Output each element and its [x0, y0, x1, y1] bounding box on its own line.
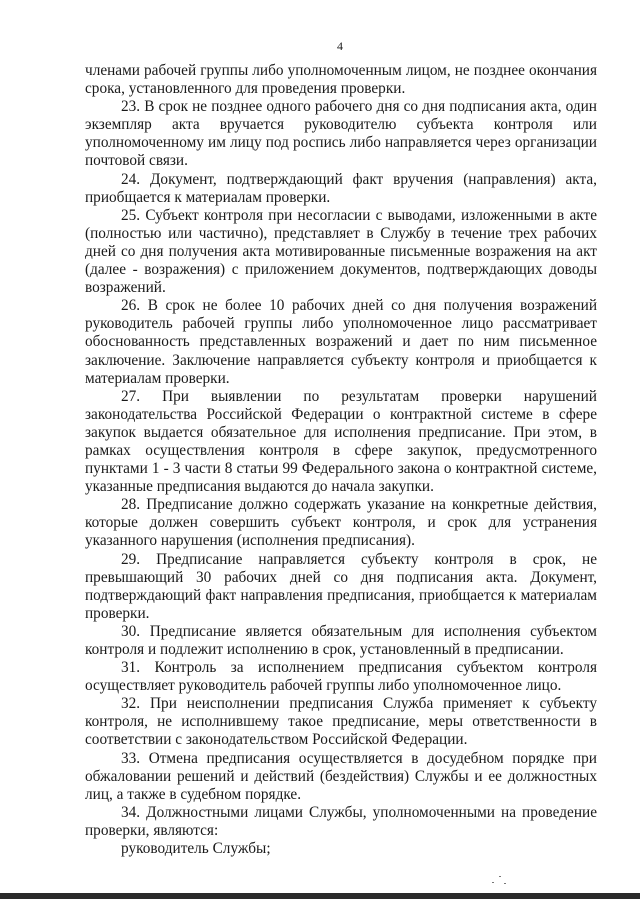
page-number: 4 [337, 39, 343, 53]
paragraph-27: 27. При выявлении по результатам проверки нарушений законодательства Российской Федерации о контрактной системе в сфере закупок выдается обязательное для исполнения предписание. При этом, в рамках осуществления контроля в сфере закупок, предусмотренного пунктами 1 - 3 части 8 статьи 99 Федерального закона о контрактной системе, указанные предписания выдаются до начала закупки. [85, 387, 597, 496]
paragraph-25: 25. Субъект контроля при несогласии с выводами, изложенными в акте (полностью или частично), представляет в Службу в течение трех рабочих дней со дня получения акта мотивированные письменные возражения на акт (далее - возражения) с приложением документов, подтверждающих доводы возражений. [85, 206, 597, 297]
paragraph-29: 29. Предписание направляется субъекту контроля в срок, не превышающий 30 рабочих дней со дня подписания акта. Документ, подтверждающий факт направления предписания, приобщается к материалам проверки. [85, 550, 597, 622]
scan-specks [490, 872, 510, 886]
paragraph-34: 34. Должностными лицами Службы, уполномоченными на проведение проверки, являются: [85, 803, 597, 839]
paragraph-26: 26. В срок не более 10 рабочих дней со дня получения возражений руководитель рабочей группы либо уполномоченное лицо рассматривает обоснованность представленных возражений и дает по ним письменное заключение. Заключение направляется субъекту контроля и приобщается к материалам проверки. [85, 297, 597, 387]
paragraph-28: 28. Предписание должно содержать указание на конкретные действия, которые должен совершить субъект контроля, и срок для устранения указанного нарушения (исполнения предписания). [85, 496, 597, 550]
paragraph-33: 33. Отмена предписания осуществляется в досудебном порядке при обжаловании решений и действий (бездействия) Службы и ее должностных лиц, а также в судебном порядке. [85, 749, 597, 803]
paragraph-31: 31. Контроль за исполнением предписания субъектом контроля осуществляет руководитель рабочей группы либо уполномоченное лицо. [85, 659, 597, 695]
paragraph-23: 23. В срок не позднее одного рабочего дня со дня подписания акта, один экземпляр акта вручается руководителю субъекта контроля или уполномоченному им лицу под роспись либо направляется через организации почтовой связи. [85, 98, 597, 170]
paragraph-30: 30. Предписание является обязательным для исполнения субъектом контроля и подлежит исполнению в срок, установленный в предписании. [85, 622, 597, 658]
body-text [85, 62, 597, 858]
paragraph-continuation: членами рабочей группы либо уполномоченным лицом, не позднее окончания срока, установленного для проведения проверки. [85, 62, 597, 98]
paragraph-32: 32. При неисполнении предписания Служба применяет к субъекту контроля, не исполнившему такое предписание, меры ответственности в соответствии с законодательством Российской Федерации. [85, 695, 597, 749]
paragraph-24: 24. Документ, подтверждающий факт вручения (направления) акта, приобщается к материалам проверки. [85, 170, 597, 206]
list-item-head-of-service: руководитель Службы; [121, 840, 271, 858]
scan-bottom-edge [0, 893, 640, 899]
